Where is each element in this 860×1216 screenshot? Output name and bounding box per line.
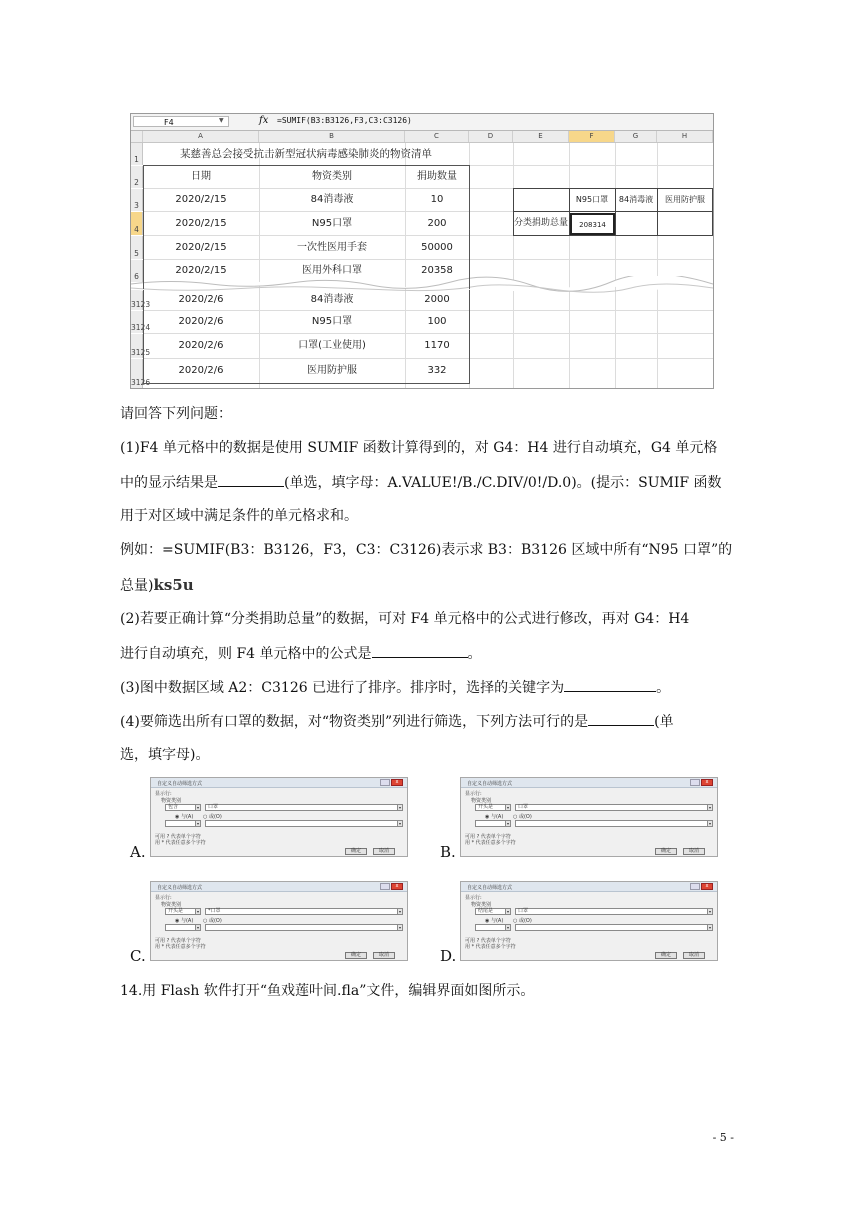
close-icon[interactable]: x (391, 779, 403, 786)
field-label: 物资类别 (471, 798, 492, 804)
cell-g3[interactable]: 84消毒液 (618, 195, 654, 204)
help-icon[interactable] (380, 779, 390, 786)
chevron-down-icon[interactable]: ▾ (196, 925, 199, 930)
answer-blank-4[interactable] (588, 711, 654, 726)
show-rows-label: 显示行: (465, 791, 482, 797)
table-border (143, 290, 470, 384)
help-icon[interactable] (690, 883, 700, 890)
hint-1: 可用 ? 代表单个字符 (155, 834, 201, 840)
answer-blank-2[interactable] (372, 643, 468, 658)
row-header[interactable]: 5 (131, 236, 143, 259)
cell-f4-selected[interactable]: 208314 (570, 213, 615, 235)
cell-category[interactable]: N95口罩 (311, 218, 353, 229)
value-input[interactable]: 口罩 (205, 804, 403, 811)
hint-2: 用 * 代表任意多个字符 (155, 944, 206, 950)
value-input-2[interactable] (205, 820, 403, 827)
column-header-d[interactable]: D (469, 131, 513, 142)
value-input[interactable]: 口罩 (515, 804, 713, 811)
q1-line5: 总量)ks5u (120, 576, 194, 594)
column-header-b[interactable]: B (259, 131, 405, 142)
cell-date[interactable]: 2020/2/6 (178, 365, 224, 376)
chevron-down-icon[interactable]: ▾ (708, 925, 711, 930)
cell-date[interactable]: 2020/2/6 (178, 340, 224, 351)
cell-date[interactable]: 2020/2/15 (175, 194, 227, 205)
prompt-text: 请回答下列问题： (120, 406, 232, 422)
chevron-down-icon[interactable]: ▾ (708, 805, 711, 810)
cell-category[interactable]: 一次性医用手套 (297, 242, 367, 253)
answer-blank-3[interactable] (564, 677, 656, 692)
ok-button[interactable]: 确定 (655, 848, 677, 855)
cancel-button[interactable]: 取消 (683, 848, 705, 855)
and-radio[interactable]: ◉ 与(A) (175, 814, 194, 820)
show-rows-label: 显示行: (155, 895, 172, 901)
hint-1: 可用 ? 代表单个字符 (155, 938, 201, 944)
and-radio[interactable]: ◉ 与(A) (485, 918, 504, 924)
cell-f3[interactable]: N95口罩 (575, 195, 609, 204)
operator-select[interactable]: 包含 (165, 804, 201, 811)
chevron-down-icon[interactable]: ▾ (398, 805, 401, 810)
chevron-down-icon[interactable]: ▾ (398, 925, 401, 930)
header-quantity[interactable]: 捐助数量 (417, 171, 457, 182)
cell-category[interactable]: 84消毒液 (310, 294, 354, 305)
cell-quantity[interactable]: 2000 (424, 294, 450, 305)
fx-icon: fx (259, 115, 269, 126)
spreadsheet-screenshot (130, 113, 714, 389)
dialog-title: 自定义自动筛选方式 (467, 885, 513, 891)
cell-category[interactable]: N95口罩 (311, 316, 353, 327)
value-input[interactable]: *口罩 (205, 908, 403, 915)
column-header-f[interactable]: F (569, 131, 615, 142)
show-rows-label: 显示行: (465, 895, 482, 901)
row-header[interactable]: 2 (131, 166, 143, 188)
value-input-2[interactable] (515, 924, 713, 931)
hint-1: 可用 ? 代表单个字符 (465, 938, 511, 944)
answer-blank-1[interactable] (218, 472, 284, 487)
column-header-c[interactable]: C (405, 131, 469, 142)
q1-line1: (1)F4 单元格中的数据是使用 SUMIF 函数计算得到的，对 G4：H4 进行自动填充，G4 单元格 (120, 440, 718, 456)
cell-category[interactable]: 口罩(工业使用) (298, 340, 366, 351)
select-all-corner[interactable] (131, 131, 143, 142)
filter-dialog-d[interactable] (460, 881, 718, 961)
cell-quantity[interactable]: 332 (427, 365, 447, 376)
q14-line: 14.用 Flash 软件打开“鱼戏莲叶间.fla”文件，编辑界面如图所示。 (120, 983, 535, 999)
filter-dialog-a[interactable] (150, 777, 408, 857)
column-header-g[interactable]: G (615, 131, 657, 142)
chevron-down-icon[interactable]: ▾ (506, 805, 509, 810)
chevron-down-icon[interactable]: ▼ (219, 117, 224, 124)
help-icon[interactable] (380, 883, 390, 890)
and-radio[interactable]: ◉ 与(A) (175, 918, 194, 924)
value-input[interactable]: 口罩 (515, 908, 713, 915)
q4-line2: 选，填字母)。 (120, 747, 210, 763)
value-input-2[interactable] (515, 820, 713, 827)
name-box[interactable]: F4 (133, 116, 229, 127)
chevron-down-icon[interactable]: ▾ (196, 805, 199, 810)
row-header[interactable]: 3125 (131, 334, 143, 358)
row-header[interactable]: 3124 (131, 311, 143, 333)
cell-date[interactable]: 2020/2/15 (175, 265, 227, 276)
operator-select[interactable]: 结尾是 (475, 908, 511, 915)
or-radio[interactable]: ○ 或(O) (203, 814, 222, 820)
cancel-button[interactable]: 取消 (373, 848, 395, 855)
cell-date[interactable]: 2020/2/6 (178, 294, 224, 305)
and-radio[interactable]: ◉ 与(A) (485, 814, 504, 820)
header-category[interactable]: 物资类别 (312, 171, 352, 182)
row-header[interactable]: 3126 (131, 359, 143, 388)
chevron-down-icon[interactable]: ▾ (398, 909, 401, 914)
chevron-down-icon[interactable]: ▾ (708, 909, 711, 914)
page-number: - 5 - (712, 1131, 734, 1144)
row-header[interactable]: 3 (131, 189, 143, 211)
q1-line2: 中的显示结果是 (单选，填字母：A.VALUE!/B./C.DIV/0!/D.0)。(提示：SUMIF 函数 (120, 472, 722, 493)
q2-line1: (2)若要正确计算“分类捐助总量”的数据，可对 F4 单元格中的公式进行修改，再对 G4：H4 (120, 611, 690, 627)
cell-quantity[interactable]: 200 (427, 218, 447, 229)
ok-button[interactable]: 确定 (655, 952, 677, 959)
value-input-2[interactable] (205, 924, 403, 931)
dialog-title: 自定义自动筛选方式 (467, 781, 513, 787)
option-label-c: C. (130, 947, 146, 965)
cell-category[interactable]: 医用防护服 (307, 365, 357, 376)
cell-category[interactable]: 医用外科口罩 (302, 265, 362, 276)
ok-button[interactable]: 确定 (345, 848, 367, 855)
header-date[interactable]: 日期 (191, 171, 211, 182)
help-icon[interactable] (690, 779, 700, 786)
option-label-b: B. (440, 843, 456, 861)
cell-date[interactable]: 2020/2/6 (178, 316, 224, 327)
cancel-button[interactable]: 取消 (373, 952, 395, 959)
field-label: 物资类别 (471, 902, 492, 908)
cell-quantity[interactable]: 100 (427, 316, 447, 327)
q3-line: (3)图中数据区域 A2：C3126 已进行了排序。排序时，选择的关键字为 。 (120, 677, 670, 698)
table-border (143, 165, 470, 289)
chevron-down-icon[interactable]: ▾ (506, 909, 509, 914)
ok-button[interactable]: 确定 (345, 952, 367, 959)
dialog-title: 自定义自动筛选方式 (157, 885, 203, 891)
operator-select[interactable]: 开头是 (165, 908, 201, 915)
hint-2: 用 * 代表任意多个字符 (465, 944, 516, 950)
dialog-title: 自定义自动筛选方式 (157, 781, 203, 787)
q1-line3: 用于对区域中满足条件的单元格求和。 (120, 508, 358, 524)
option-label-a: A. (130, 843, 146, 861)
or-radio[interactable]: ○ 或(O) (513, 918, 532, 924)
q1-line4: 例如：=SUMIF(B3：B3126，F3，C3：C3126)表示求 B3：B3126 区域中所有“N95 口罩”的 (120, 542, 733, 558)
cell-quantity[interactable]: 20358 (421, 265, 453, 276)
hint-1: 可用 ? 代表单个字符 (465, 834, 511, 840)
or-radio[interactable]: ○ 或(O) (513, 814, 532, 820)
column-header-h[interactable]: H (657, 131, 713, 142)
cell-date[interactable]: 2020/2/15 (175, 242, 227, 253)
chevron-down-icon[interactable]: ▾ (196, 909, 199, 914)
q4-line1: (4)要筛选出所有口罩的数据，对“物资类别”列进行筛选，下列方法可行的是 (单 (120, 711, 674, 732)
cell-date[interactable]: 2020/2/15 (175, 218, 227, 229)
formula-bar (131, 114, 713, 131)
chevron-down-icon[interactable]: ▾ (708, 821, 711, 826)
close-icon[interactable]: x (701, 779, 713, 786)
row-header[interactable]: 3123 (131, 290, 143, 310)
cell-quantity[interactable]: 50000 (421, 242, 453, 253)
cancel-button[interactable]: 取消 (683, 952, 705, 959)
or-radio[interactable]: ○ 或(O) (203, 918, 222, 924)
field-label: 物资类别 (161, 902, 182, 908)
cell-quantity[interactable]: 1170 (424, 340, 450, 351)
formula-text[interactable]: =SUMIF(B3:B3126,F3,C3:C3126) (277, 116, 412, 125)
cell-e4[interactable]: 分类捐助总量 (513, 218, 568, 228)
column-header-e[interactable]: E (513, 131, 569, 142)
close-icon[interactable]: x (701, 883, 713, 890)
option-label-d: D. (440, 947, 457, 965)
hint-2: 用 * 代表任意多个字符 (155, 840, 206, 846)
sheet-title[interactable]: 某慈善总会接受抗击新型冠状病毒感染肺炎的物资清单 (180, 148, 432, 160)
field-label: 物资类别 (161, 798, 182, 804)
operator-select[interactable]: 开头是 (475, 804, 511, 811)
cell-h3[interactable]: 医用防护服 (665, 195, 705, 204)
show-rows-label: 显示行: (155, 791, 172, 797)
column-headers (131, 131, 713, 143)
close-icon[interactable]: x (391, 883, 403, 890)
filter-dialog-c[interactable] (150, 881, 408, 961)
chevron-down-icon[interactable]: ▾ (398, 821, 401, 826)
filter-dialog-b[interactable] (460, 777, 718, 857)
row-header[interactable]: 4 (131, 212, 143, 235)
cell-category[interactable]: 84消毒液 (310, 194, 354, 205)
row-header[interactable]: 1 (131, 143, 143, 165)
column-header-a[interactable]: A (143, 131, 259, 142)
ks5u-watermark: ks5u (153, 576, 194, 594)
chevron-down-icon[interactable]: ▾ (506, 821, 509, 826)
row-header[interactable]: 6 (131, 260, 143, 282)
chevron-down-icon[interactable]: ▾ (506, 925, 509, 930)
hint-2: 用 * 代表任意多个字符 (465, 840, 516, 846)
chevron-down-icon[interactable]: ▾ (196, 821, 199, 826)
q2-line2: 进行自动填充，则 F4 单元格中的公式是 。 (120, 643, 482, 664)
cell-quantity[interactable]: 10 (430, 194, 444, 205)
